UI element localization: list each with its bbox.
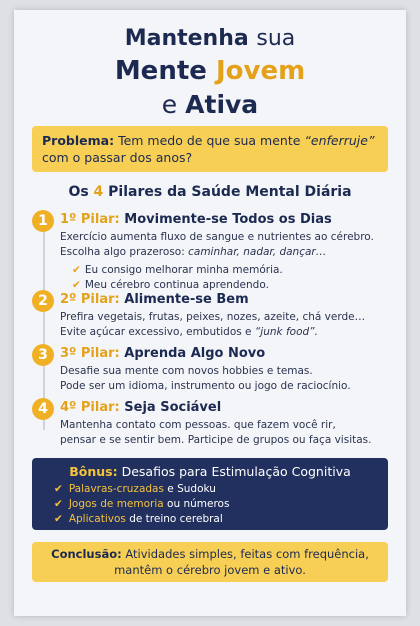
check-text: Eu consigo melhorar minha memória. (84, 264, 283, 276)
pillar-2-heading: Alimente-se Bem (124, 292, 249, 307)
title-jovem: Jovem (215, 56, 306, 86)
title-ativa: Ativa (185, 90, 259, 119)
pillar-4-line-2: pensar e se sentir bem. Participe de grupos ou faça visitas. (60, 434, 372, 446)
pillar-3-heading: Aprenda Algo Novo (124, 346, 266, 361)
title-mantenha: Mantenha (124, 26, 249, 51)
pillar-1-check-1 (72, 264, 283, 276)
pillar-1-line-2 (60, 245, 326, 260)
check-icon: ✔ (54, 498, 63, 510)
pillar-4 (32, 398, 392, 450)
pillar-2-title (60, 292, 249, 307)
pillar-2-line-2 (60, 325, 318, 340)
pillar-1-title (60, 212, 332, 227)
problem-box (32, 126, 388, 172)
bonus-item-rest: de treino cerebral (129, 513, 223, 525)
pillar-2-line-2i: “junk food”. (254, 326, 318, 338)
bonus-item-highlight: Palavras-cruzadas (68, 483, 164, 495)
pillar-2 (32, 290, 392, 342)
check-icon: ✔ (54, 513, 63, 525)
pillar-3-title (60, 346, 265, 361)
title-line-3 (14, 90, 406, 119)
pillar-1-line-1: Exercício aumenta fluxo de sangue e nutrientes ao cérebro. (60, 231, 374, 243)
conclusion-line-1: Atividades simples, feitas com frequência, (125, 547, 369, 561)
bonus-item-highlight: Aplicativos (68, 513, 126, 525)
check-icon: ✔ (54, 483, 63, 495)
pillar-3-label: 3º Pilar: (60, 346, 120, 361)
pillar-4-heading: Seja Sociável (124, 400, 222, 415)
subhead-num: 4 (93, 184, 104, 200)
bonus-label: Bônus: (69, 464, 118, 479)
title-sua: sua (256, 26, 296, 51)
bonus-title (32, 464, 388, 479)
problem-label: Problema: (42, 133, 115, 148)
problem-text-a: Tem medo de que sua mente (118, 133, 301, 148)
pillar-4-badge: 4 (32, 398, 54, 420)
subhead-post: Pilares da Saúde Mental Diária (108, 184, 352, 200)
problem-quote: “enferruje” (304, 133, 375, 148)
subhead-pre: Os (68, 184, 89, 200)
pillar-2-label: 2º Pilar: (60, 292, 120, 307)
pillar-1 (32, 210, 392, 290)
pillar-2-line-2a: Evite açúcar excessivo, embutidos e (60, 326, 252, 338)
pillar-3-line-1: Desafie sua mente com novos hobbies e temas. (60, 365, 313, 377)
pillar-3 (32, 344, 392, 396)
pillar-1-heading: Movimente-se Todos os Dias (124, 212, 332, 227)
pillar-3-line-2: Pode ser um idioma, instrumento ou jogo de raciocínio. (60, 380, 351, 392)
bonus-box (32, 458, 388, 530)
pillar-2-line-1: Prefira vegetais, frutas, peixes, nozes, azeite, chá verde… (60, 311, 366, 323)
pillar-4-line-1: Mantenha contato com pessoas. que fazem você rir, (60, 419, 336, 431)
bonus-item-3 (54, 513, 223, 525)
bonus-heading: Desafios para Estimulação Cognitiva (121, 464, 351, 479)
pillar-2-badge: 2 (32, 290, 54, 312)
pillar-4-label: 4º Pilar: (60, 400, 120, 415)
conclusion-label: Conclusão: (51, 547, 122, 561)
problem-text-b: com o passar dos anos? (42, 150, 193, 165)
pillars-heading (14, 184, 406, 200)
check-icon: ✔ (72, 279, 81, 291)
bonus-item-rest: ou números (167, 498, 230, 510)
bonus-item-1 (54, 483, 216, 495)
conclusion-line-2: mantêm o cérebro jovem e ativo. (114, 563, 306, 577)
conclusion-box (32, 542, 388, 582)
bonus-item-highlight: Jogos de memoria (68, 498, 164, 510)
pillar-4-title (60, 400, 221, 415)
check-icon: ✔ (72, 264, 81, 276)
bonus-item-rest: e Sudoku (167, 483, 216, 495)
pillar-1-label: 1º Pilar: (60, 212, 120, 227)
title-line-1 (14, 26, 406, 51)
pillar-3-badge: 3 (32, 344, 54, 366)
title-e: e (161, 90, 178, 119)
pillar-1-badge: 1 (32, 210, 54, 232)
title-mente: Mente (114, 56, 207, 86)
poster (14, 10, 406, 616)
bonus-item-2 (54, 498, 229, 510)
title-line-2 (14, 56, 406, 86)
pillar-1-line-2a: Escolha algo prazeroso: (60, 246, 185, 258)
pillar-1-line-2i: caminhar, nadar, dançar… (188, 246, 327, 258)
check-text: Meu cérebro continua aprendendo. (84, 279, 269, 291)
